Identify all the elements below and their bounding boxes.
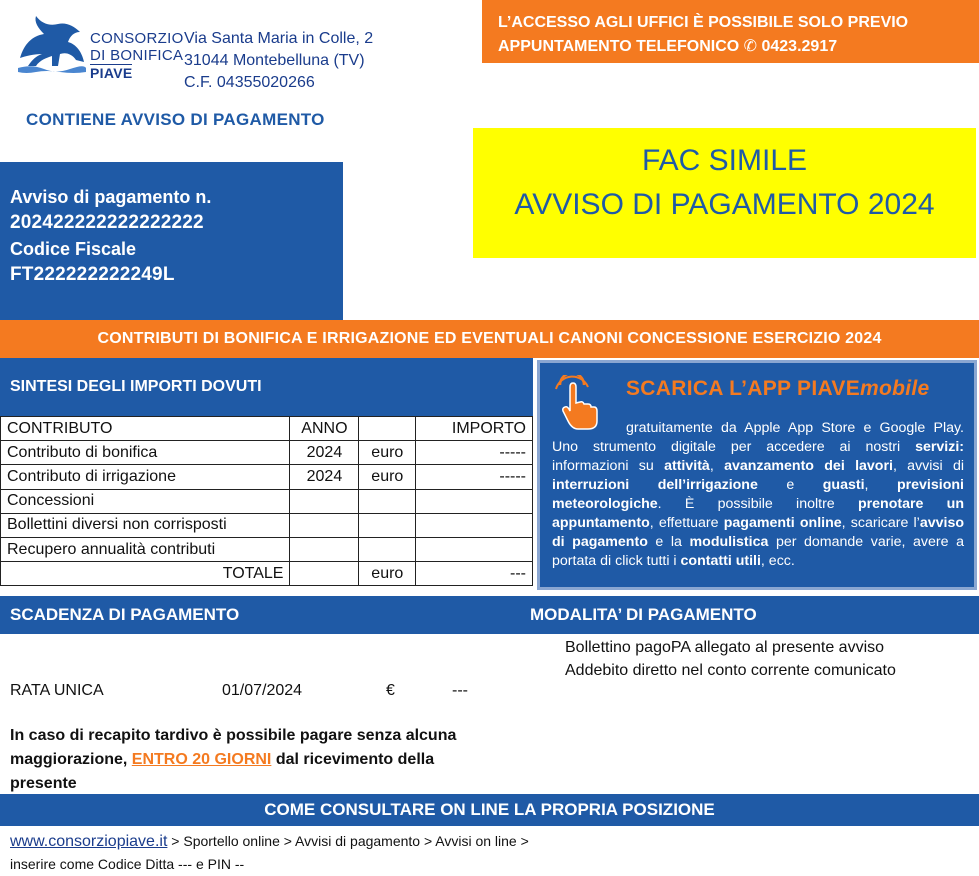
app-text: , bbox=[709, 458, 725, 474]
single-installment-row bbox=[10, 682, 480, 704]
app-text-bold: contatti utili bbox=[680, 553, 761, 569]
app-text: e bbox=[757, 477, 823, 493]
app-text: , ecc. bbox=[760, 553, 795, 569]
header-contributo: CONTRIBUTO bbox=[1, 417, 290, 441]
app-text-bold: interruzioni dell’irrigazione bbox=[552, 477, 758, 493]
logo-line3: PIAVE bbox=[90, 65, 133, 81]
address-block bbox=[184, 28, 373, 94]
row-year bbox=[290, 537, 359, 561]
row-amount: ----- bbox=[416, 465, 533, 489]
table-row bbox=[1, 489, 533, 513]
address-city: 31044 Montebelluna (TV) bbox=[184, 52, 365, 69]
app-text-bold: prenotare un appuntamento bbox=[552, 496, 964, 531]
notice-number-label: Avviso di pagamento n. bbox=[10, 187, 212, 207]
app-text: , effettuare bbox=[649, 515, 724, 531]
access-notice bbox=[482, 0, 979, 63]
amounts-summary-title: SINTESI DEGLI IMPORTI DOVUTI bbox=[0, 358, 533, 416]
logo-line2: DI BONIFICA bbox=[90, 47, 184, 64]
app-text-bold: avanzamento dei lavori bbox=[724, 458, 893, 474]
payment-method-pagopa: Bollettino pagoPA allegato al presente avviso bbox=[565, 639, 885, 656]
row-amount bbox=[416, 513, 533, 537]
row-amount: ----- bbox=[416, 441, 533, 465]
table-row bbox=[1, 441, 533, 465]
late-notice-text-end: dal ricevimento della presente bbox=[10, 751, 435, 792]
row-label: Recupero annualità contributi bbox=[1, 537, 290, 561]
header-unit bbox=[359, 417, 416, 441]
payment-methods-list bbox=[565, 636, 896, 682]
app-text-bold: pagamenti online bbox=[723, 515, 842, 531]
total-label: TOTALE bbox=[1, 562, 290, 586]
row-label: Contributo di bonifica bbox=[1, 441, 290, 465]
consorzio-logo bbox=[14, 14, 184, 94]
row-unit: euro bbox=[359, 465, 416, 489]
total-value: --- bbox=[416, 562, 533, 586]
table-total-row bbox=[1, 562, 533, 586]
app-text: gratuitamente da Apple App Store e Google Play. Uno strumento digitale per accedere ai nostri bbox=[552, 420, 964, 455]
app-text-bold: avviso di pagamento bbox=[552, 515, 964, 550]
fiscal-code: C.F. 04355020266 bbox=[184, 74, 315, 91]
facsimile-banner bbox=[473, 128, 976, 258]
installment-amount: --- bbox=[452, 682, 468, 699]
row-year bbox=[290, 489, 359, 513]
online-consult-instructions bbox=[10, 830, 970, 875]
table-row bbox=[1, 465, 533, 489]
logo-line1: CONSORZIO bbox=[90, 30, 184, 47]
table-row bbox=[1, 513, 533, 537]
deadline-title: SCADENZA DI PAGAMENTO bbox=[10, 605, 240, 624]
access-notice-line1: L’ACCESSO AGLI UFFICI È POSSIBILE SOLO PREVIO bbox=[498, 14, 909, 31]
app-text: e la bbox=[647, 534, 690, 550]
total-unit: euro bbox=[359, 562, 416, 586]
late-notice-deadline: ENTRO 20 GIORNI bbox=[131, 751, 272, 768]
payment-methods-title: MODALITA’ DI PAGAMENTO bbox=[530, 605, 757, 624]
table-row bbox=[1, 537, 533, 561]
credentials-instructions: inserire come Codice Ditta --- e PIN -- bbox=[10, 856, 245, 872]
app-title-italic: mobile bbox=[860, 377, 930, 400]
app-promo-box bbox=[537, 360, 977, 590]
app-text: per domande varie, avere a portata di click tutti i bbox=[552, 534, 964, 569]
app-title-prefix: SCARICA L’APP PIAVE bbox=[626, 377, 861, 400]
app-text-bold: guasti bbox=[822, 477, 865, 493]
total-year-empty bbox=[290, 562, 359, 586]
payment-notice-box bbox=[0, 162, 343, 320]
row-amount bbox=[416, 489, 533, 513]
amounts-table bbox=[0, 416, 533, 586]
app-text-bold: servizi: bbox=[915, 439, 964, 455]
app-description bbox=[552, 419, 964, 571]
table-header-row bbox=[1, 417, 533, 441]
online-path: > Sportello online > Avvisi di pagamento > Avvisi on line > bbox=[167, 833, 529, 849]
tax-code-label: Codice Fiscale bbox=[10, 239, 137, 259]
logo-text bbox=[90, 30, 184, 82]
app-text-bold: modulistica bbox=[689, 534, 769, 550]
contributions-banner: CONTRIBUTI DI BONIFICA E IRRIGAZIONE ED EVENTUALI CANONI CONCESSIONE ESERCIZIO 2024 bbox=[0, 320, 979, 358]
row-amount bbox=[416, 537, 533, 561]
app-text: informazioni su bbox=[552, 458, 665, 474]
row-unit bbox=[359, 537, 416, 561]
app-title bbox=[626, 379, 930, 398]
row-year: 2024 bbox=[290, 441, 359, 465]
consorzio-website-link[interactable]: www.consorziopiave.it bbox=[10, 833, 168, 850]
app-text: , avvisi di bbox=[892, 458, 965, 474]
installment-label: RATA UNICA bbox=[10, 682, 104, 699]
row-year: 2024 bbox=[290, 465, 359, 489]
contains-notice: CONTIENE AVVISO DI PAGAMENTO bbox=[26, 110, 325, 129]
row-unit bbox=[359, 513, 416, 537]
facsimile-line1: FAC SIMILE bbox=[641, 144, 808, 177]
row-unit: euro bbox=[359, 441, 416, 465]
facsimile-line2: AVVISO DI PAGAMENTO 2024 bbox=[514, 188, 935, 221]
row-label: Bollettini diversi non corrisposti bbox=[1, 513, 290, 537]
row-label: Concessioni bbox=[1, 489, 290, 513]
header-anno: ANNO bbox=[290, 417, 359, 441]
installment-date: 01/07/2024 bbox=[222, 682, 303, 699]
late-notice-text: In caso di recapito tardivo è possibile pagare senza alcuna maggiorazione, bbox=[10, 727, 457, 768]
address-street: Via Santa Maria in Colle, 2 bbox=[184, 30, 374, 47]
winged-lion-icon bbox=[14, 14, 88, 74]
access-notice-line2: APPUNTAMENTO TELEFONICO ✆ 0423.2917 bbox=[498, 38, 838, 55]
row-year bbox=[290, 513, 359, 537]
app-text: , bbox=[864, 477, 897, 493]
notice-number: 202422222222222222 bbox=[10, 212, 204, 233]
app-text-bold: attività bbox=[664, 458, 710, 474]
header-importo: IMPORTO bbox=[416, 417, 533, 441]
app-text-bold: previsioni meteorologiche bbox=[552, 477, 964, 512]
row-unit bbox=[359, 489, 416, 513]
row-label: Contributo di irrigazione bbox=[1, 465, 290, 489]
online-consult-bar: COME CONSULTARE ON LINE LA PROPRIA POSIZIONE bbox=[0, 794, 979, 826]
deadline-methods-bar bbox=[0, 596, 979, 634]
late-delivery-notice bbox=[10, 724, 480, 796]
app-text: . È possibile inoltre bbox=[657, 496, 858, 512]
payment-method-direct-debit: Addebito diretto nel conto corrente comunicato bbox=[565, 662, 896, 679]
installment-currency: € bbox=[386, 682, 395, 699]
app-text: , scaricare l’ bbox=[841, 515, 920, 531]
tax-code: FT222222222249L bbox=[10, 264, 175, 285]
